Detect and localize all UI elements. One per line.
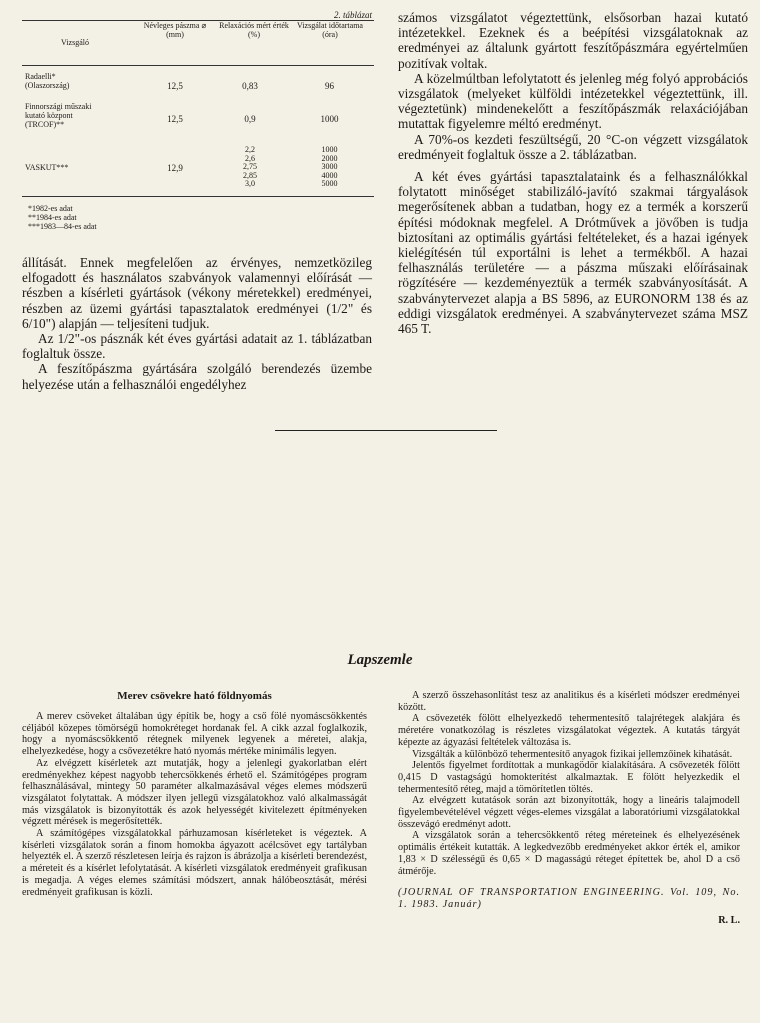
paragraph: Az 1/2"-os pásznák két éves gyártási adatait az 1. táblázatban foglaltuk össze. bbox=[22, 331, 372, 362]
table-row-name: VASKUT*** bbox=[25, 163, 69, 172]
article-title: Merev csövekre ható földnyomás bbox=[117, 690, 272, 702]
paragraph: számos vizsgálatot végeztettünk, elsősorban hazai kutató intézetekkel. Ezeknek és a beépítési vizsgálatoknak az eredményei az általunk gyártott feszítőpászmára egyértelműen pozitívak voltak. bbox=[398, 10, 748, 71]
table-footnote: *1982-es adat bbox=[28, 204, 73, 213]
table-cell-relax: 0,83 bbox=[242, 81, 258, 91]
paragraph: Vizsgálták a különböző tehermentesítő anyagok fizikai jellemzőinek kihatását. bbox=[412, 748, 733, 760]
paragraph: állítását. Ennek megfelelően az érvényes, nemzetközileg elfogadott és használatos szabványok valamennyi előírását — részben a kísérleti gyártások (vékony méretekkel) eredményei, részben az üzemi gyártási tapasztalatok eredményei (1/2" és 6/10") alapján — teljesíteni tudjuk. bbox=[22, 255, 372, 331]
article-signature: R. L. bbox=[718, 914, 740, 926]
paragraph: A szerző összehasonlítást tesz az analitikus és a kísérleti módszer eredményei között. bbox=[398, 690, 740, 713]
table-header-relaxation: Relaxációs mért érték (%) bbox=[219, 21, 289, 39]
table-header-tester: Vizsgáló bbox=[61, 38, 89, 47]
table-cell-duration-list: 1000 2000 3000 4000 5000 bbox=[321, 145, 338, 188]
section-title: Lapszemle bbox=[347, 652, 413, 668]
table-row-name: Radaelli* (Olaszország) bbox=[25, 72, 70, 90]
paragraph: A két éves gyártási tapasztalataink és a felhasználókkal folytatott minőséget stabilizáló-javító szakmai tárgyalások megerősítenek abban a tudatban, hogy ez a termék a korszerű építési módoknak megfelel. A Drótművek a jövőben is tudja biztosítani az optimális gyártási feltételeket, és a hazai igények kielégítésén túl exportálni is lehet a termékből. A hazai felhasználás területére — a pászma műszaki előírásainak rögzítésére — kezdeményeztük a termék szabványosítását. A szabványtervezet alapja a BS 5896, az EURONORM 138 és az eddigi vizsgálatok eredményei. A szabványtervezet száma MSZ 465 T. bbox=[398, 169, 748, 337]
table-header-rule bbox=[22, 65, 374, 66]
paragraph: A 70%-os kezdeti feszültségű, 20 °C-on végzett vizsgálatok eredményeit foglaltuk össze a 2. táblázatban. bbox=[398, 131, 748, 162]
section-divider bbox=[275, 430, 497, 431]
table-cell-relax-list: 2,2 2,6 2,75 2,85 3,0 bbox=[243, 145, 257, 188]
article-citation: (JOURNAL OF TRANSPORTATION ENGINEERING. Vol. 109, No. 1. 1983. Január) bbox=[398, 887, 740, 910]
paragraph: A feszítőpászma gyártására szolgáló berendezés üzembe helyezése után a felhasználói engedélyhez bbox=[22, 361, 372, 392]
table-cell-diameter: 12,9 bbox=[167, 163, 183, 173]
table-cell-relax: 0,9 bbox=[244, 114, 256, 124]
paragraph: Jelentős figyelmet fordítottak a munkagödör kialakítására. A csővezeték fölött 0,415 D vastagságú homokterítést alkalmaztak. E fölött helyezkedik el tehermentesítő réteg, majd a tömörítetlen töltés. bbox=[398, 760, 740, 795]
table-cell-diameter: 12,5 bbox=[167, 114, 183, 124]
table-footnote: ***1983—84-es adat bbox=[28, 222, 97, 231]
paragraph: Az elvégzett kutatások során azt bizonyították, hogy a lineáris talajmodell figyelembevételével végzett véges-elemes vizsgálat a laboratóriumi vizsgálatokkal összevágó eredményt adott. bbox=[398, 795, 740, 830]
table-label: 2. táblázat bbox=[333, 10, 372, 20]
paragraph: A közelmúltban lefolytatott és jelenleg még folyó approbációs vizsgálatok (melyeket külföldi intézetekkel végeztettünk, ill. végeztetünk) mindenekelőtt a feszítőpászmák relaxációjában mutattak figyelemre méltó eredményt. bbox=[398, 70, 748, 132]
paragraph: A vizsgálatok során a tehercsökkentő réteg méreteinek és elhelyezésének optimális értékeit kutatták. A legkedvezőbb eredményeket akkor érték el, amikor 1,83 × D szélességű és 0,65 × D magasságú réteget építettek be, ahol D a cső átmérője. bbox=[398, 830, 740, 877]
right-column-text bbox=[398, 10, 748, 336]
table-bottom-rule bbox=[22, 196, 374, 197]
table-row-name: Finnországi műszaki kutató központ (TRCOF)** bbox=[25, 102, 92, 129]
left-column-text bbox=[22, 255, 372, 392]
table-cell-duration: 1000 bbox=[320, 114, 339, 124]
table-cell-diameter: 12,5 bbox=[167, 81, 183, 91]
table-header-duration: Vizsgálat időtartama (óra) bbox=[297, 21, 363, 39]
paragraph: A csővezeték fölött elhelyezkedő tehermentesítő talajrétegek alakjára és méretére vonatkozólag is részletes vizsgálatokat végeztek. A kutatás tárgyát képezte az ágyazási feltételek változása is. bbox=[398, 713, 740, 748]
paragraph: Az elvégzett kísérletek azt mutatják, hogy a jelenlegi gyakorlatban elért eredményekhez képest nagyobb tehercsökkenés érhető el. Számítógépes program felhasználásával, mintegy 50 paraméter alkalmazásával véges elemes módszerű vizsgálatot folytattak. A módszer ilyen jellegű vizsgálatokhoz való alkalmasságát más vizsgálatok is bizonyították és azok helyességét kivitelezett építményeken végzett mérések is megerősítették. bbox=[22, 757, 367, 828]
table-cell-duration: 96 bbox=[325, 81, 334, 91]
article-right-column bbox=[398, 690, 740, 926]
table-header-diameter: Névleges pászma ⌀ (mm) bbox=[143, 21, 207, 39]
paragraph: A merev csöveket általában úgy építik be, hogy a cső fölé nyomáscsökkentés céljából közepes tömörségű homokréteget hordanak fel. A cikk azzal foglalkozik, hogy a nyomáscsökkentő rétegnek milyenek legyenek a méretei, alakja, elhelyezkedése, hogy a csővezetékre ható nyomás mértéke minimális legyen. bbox=[22, 711, 367, 758]
table-footnote: **1984-es adat bbox=[28, 213, 77, 222]
paragraph: A számítógépes vizsgálatokkal párhuzamosan kísérleteket is végeztek. A kísérleti vizsgálatok során a finom homokba ágyazott acélcsövet egy tartályban helyezték el. A szerző részletesen leírja és rajzon is ábrázolja a kísérleti berendezést, a méreteit és a kísérlet lefolytatását. A kísérleti vizsgálatok eredményeit grafikusan is megadja. A véges elemes számítási módszert, annak hálóbeosztását, mérési eredményeit grafikusan is közli. bbox=[22, 828, 367, 898]
article-left-column bbox=[22, 711, 367, 898]
